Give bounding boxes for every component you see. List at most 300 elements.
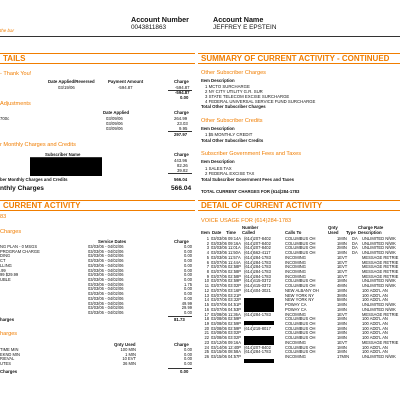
call-qty: 1MIN <box>337 335 347 341</box>
call-qty: 1EVT <box>337 273 348 279</box>
call-time: 02:58P <box>228 264 241 270</box>
current-activity-bar: CURRENT ACTIVITY <box>0 200 195 211</box>
call-destination: COLUMBUS OH <box>285 325 316 331</box>
gov-title: Subscriber Government Fees and Taxes <box>201 151 302 157</box>
call-destination: POWAY CA <box>285 302 307 308</box>
call-time: 03:02P <box>228 330 241 336</box>
call-destination: COLUMBUS OH <box>285 316 316 322</box>
call-destination: COLUMBUS OH <box>285 335 316 341</box>
pay-amount: -594.87 <box>118 85 133 90</box>
service-label: 99 $29.99 <box>0 272 19 278</box>
call-destination: COLUMBUS OH <box>285 250 316 256</box>
usage-charge <box>168 348 192 367</box>
usage-total-label: Charges <box>0 369 18 374</box>
svc-labels <box>0 245 40 283</box>
other-charges-title: Other Subscriber Charges <box>201 70 266 76</box>
call-rate: 100 ADD'L AN <box>362 344 388 350</box>
other-credit-1: 1 $5 MONTHLY CREDIT <box>205 132 253 137</box>
gov-total: Total Subscriber Government Fees and Taxes <box>201 177 294 182</box>
service-dates: 03/03/06 - 04/02/06 <box>88 295 124 301</box>
hdr-date: Date <box>212 230 222 235</box>
call-time: 12:40P <box>228 344 241 350</box>
call-number: (614)415-0372 <box>244 278 271 284</box>
call-time: 03:32P <box>228 297 241 303</box>
pay-hdr-amount: Payment Amount <box>108 79 144 84</box>
call-qty: 4MIN <box>337 283 347 289</box>
call-destination: COLUMBUS OH <box>285 278 316 284</box>
call-item: 21 <box>204 330 209 336</box>
gov-item-2: 2 FEDERAL EXCISE TAX <box>205 171 255 176</box>
call-rate: MESSAGE RETRIE <box>362 259 399 265</box>
service-charge: 0.00 <box>184 267 192 273</box>
gov-item-1: 1 SALES TAX <box>205 166 232 171</box>
redaction-block <box>244 303 274 312</box>
call-time: 02:59P <box>228 325 241 331</box>
service-charge: 0.00 <box>184 277 192 283</box>
call-time: 09:16A <box>228 339 241 345</box>
call-qty: 1EVT <box>337 254 348 260</box>
call-item: 4 <box>206 250 209 256</box>
call-rate: MESSAGE RETRIE <box>362 269 399 275</box>
call-qty: 17MIN <box>337 353 350 359</box>
call-rate: 100 ADD'L AN <box>362 330 388 336</box>
call-destination: INCOMING <box>285 259 306 265</box>
service-charge: 0.00 <box>184 310 192 316</box>
service-dates: 03/03/06 - 04/02/06 <box>88 291 124 297</box>
call-item: 2 <box>206 240 209 246</box>
call-item: 26 <box>204 353 209 359</box>
call-qty: 1EVT <box>337 269 348 275</box>
call-rate: UNLIMITED N/WK <box>362 245 396 251</box>
service-dates: 03/03/06 - 04/02/06 <box>88 248 124 254</box>
call-rate: UNLIMITED N/WK <box>362 250 396 256</box>
call-number: (614)284-1783 <box>244 269 271 275</box>
usage-charge: 0.00 <box>184 351 192 357</box>
voice-title: VOICE USAGE FOR (614)284-1783 <box>201 218 292 224</box>
call-number: (614)284-1783 <box>244 273 271 279</box>
call-date: 03/08/06 <box>211 335 227 341</box>
call-date: 03/07/06 <box>211 273 227 279</box>
sub-charge-3: 39.82 <box>177 168 188 173</box>
call-date: 03/07/06 <box>211 302 227 308</box>
call-qty: 5MIN <box>337 297 347 303</box>
usage-charge: 0.00 <box>184 361 192 367</box>
call-rate: 100 ADD'L AN <box>362 320 388 326</box>
call-rate: MESSAGE RETRIE <box>362 254 399 260</box>
call-time: 02:58P <box>228 273 241 279</box>
service-charge: 0.00 <box>184 244 192 249</box>
call-rate: UNLIMITED N/WK <box>362 240 396 246</box>
adj-date-2: 03/09/06 <box>106 121 123 126</box>
call-item: 18 <box>204 316 209 322</box>
call-qty: 1MIN <box>337 278 347 284</box>
account-number-label: Account Number <box>131 15 189 24</box>
call-type: DA <box>352 245 358 251</box>
call-qty: 1MIN <box>337 240 347 246</box>
account-name-label: Account Name <box>213 15 264 24</box>
call-item: 15 <box>204 302 209 308</box>
call-time: 02:59P <box>228 278 241 284</box>
call-type: DA <box>352 236 358 241</box>
service-charge: 0.00 <box>184 258 192 264</box>
other-credits-title: Other Subscriber Credits <box>201 118 263 124</box>
usage-label: EKND MIN <box>0 351 21 357</box>
call-number: (614)207-8402 <box>244 236 271 241</box>
call-qty: 1MIN <box>337 325 347 331</box>
logo-fragment: the bar <box>0 28 15 33</box>
service-charge: 29.99 <box>181 305 192 311</box>
service-charge: 49.99 <box>181 300 192 306</box>
adj-date-3: 03/09/06 <box>106 126 123 131</box>
call-item: 9 <box>206 273 209 279</box>
call-qty: 1EVT <box>337 259 348 265</box>
call-qty: 1MIN <box>337 344 347 350</box>
usage-label: RIEVAL <box>0 356 15 362</box>
call-number: (614)207-8402 <box>244 245 271 251</box>
call-rate: 100 ADD'L AN <box>362 316 388 322</box>
svc-hdr-dates: Service Dates <box>98 239 127 244</box>
call-rate: UNLIMITED N/WK <box>362 306 396 312</box>
gov-hdr: Item Description <box>201 159 235 164</box>
redaction-block <box>244 359 274 363</box>
other-credits-hdr: Item Description <box>201 126 235 131</box>
call-item: 23 <box>204 339 209 345</box>
header-rule <box>0 36 400 37</box>
service-dates: 03/03/06 - 04/02/06 <box>88 253 124 259</box>
call-rate: UNLIMITED N/WK <box>362 302 396 308</box>
adj-hdr-date: Date Applied <box>103 110 130 115</box>
usage-charge: 0.00 <box>184 347 192 352</box>
calls-date-col <box>211 237 227 360</box>
payment-thanks: - Thank You! <box>0 71 32 77</box>
call-qty: 1EVT <box>337 311 348 317</box>
sub-charge-1: 443.96 <box>174 158 188 163</box>
other-charges-total: Total Other Subscriber Charges <box>201 104 266 109</box>
usage-label: TIME MIN <box>0 347 19 352</box>
calls-type-col <box>352 237 358 360</box>
call-item: 17 <box>204 311 209 317</box>
call-item: 25 <box>204 349 209 355</box>
call-item: 13 <box>204 292 209 298</box>
pay-charge: -594.87 <box>175 85 190 90</box>
call-date: 03/08/06 <box>211 316 227 322</box>
call-item: 24 <box>204 344 209 350</box>
call-type: DA <box>352 250 358 256</box>
call-item: 22 <box>204 335 209 341</box>
call-number: (614)207-8402 <box>244 240 271 246</box>
call-qty: 1MIN <box>337 250 347 256</box>
service-dates: 03/03/06 - 04/02/06 <box>88 300 124 306</box>
service-label: CT <box>0 258 6 264</box>
calls-rate-col <box>362 237 398 360</box>
call-rate: MESSAGE RETRIE <box>362 273 399 279</box>
call-time: 11:36A <box>228 311 241 317</box>
call-destination: NEW YORK NY <box>285 297 315 303</box>
call-number: (614)284-1783 <box>244 259 271 265</box>
call-date: 03/07/06 <box>211 283 227 289</box>
monthly-total: 566.04 <box>171 185 192 192</box>
usage-charge: 0.00 <box>184 356 192 362</box>
service-dates: 03/03/06 - 04/02/06 <box>88 244 124 249</box>
call-destination: COLUMBUS OH <box>285 344 316 350</box>
svc-hdr-charge: Charge <box>174 239 189 244</box>
total-current: TOTAL CURRENT CHARGES FOR (614)284-1783 <box>201 189 300 194</box>
call-number: (614)284-1783 <box>244 349 271 355</box>
call-date: 03/12/06 <box>211 339 227 345</box>
call-rate: 100 ADD'L AN <box>362 349 388 355</box>
service-dates: 03/03/06 - 04/02/06 <box>88 310 124 316</box>
svc-total: 81.73 <box>174 317 185 322</box>
service-label: UBLE <box>0 277 11 283</box>
call-item: 16 <box>204 306 209 312</box>
call-destination: COLUMBUS OH <box>285 236 316 241</box>
adj-hdr-charge: Charge <box>174 110 189 115</box>
svc-dates <box>88 245 124 316</box>
call-qty: 3MIN <box>337 292 347 298</box>
call-rate: 100 ADD'L AN <box>362 297 388 303</box>
call-destination: COLUMBUS OH <box>285 240 316 246</box>
call-time: 11:57A <box>228 254 241 260</box>
call-date: 03/07/06 <box>211 306 227 312</box>
call-time: 03:21P <box>228 292 241 298</box>
account-number: 0043811863 <box>131 24 167 31</box>
call-destination: COLUMBUS OH <box>285 245 316 251</box>
usage-labels <box>0 348 20 367</box>
call-qty: 1MIN <box>337 349 347 355</box>
service-charge: 0.00 <box>184 248 192 254</box>
usage-hdr-charge: Charge <box>174 342 189 347</box>
service-charge: 0.00 <box>184 272 192 278</box>
service-charge: 0.00 <box>184 286 192 292</box>
pay-date: 03/19/06 <box>58 85 75 90</box>
call-date: 03/03/06 <box>211 245 227 251</box>
call-number: (614)284-1783 <box>244 254 271 260</box>
call-destination: INCOMING <box>285 311 306 317</box>
call-rate: MESSAGE RETRIE <box>362 264 399 270</box>
call-rate: MESSAGE RETRIE <box>362 339 399 345</box>
service-label: DING <box>0 253 11 259</box>
usage-hdr-qty: Qnty Used <box>114 342 136 347</box>
monthly-total-label: nthly Charges <box>0 185 44 192</box>
service-label: .99 <box>0 267 6 273</box>
service-dates: 03/03/06 - 04/02/06 <box>88 277 124 283</box>
service-charge: 0.00 <box>184 295 192 301</box>
hdr-calls-to: Calls To <box>285 230 302 235</box>
pay-total: -594.87 <box>175 90 190 95</box>
call-time: 11:50A <box>228 250 241 256</box>
call-qty: 1EVT <box>337 339 348 345</box>
call-number: (614)207-8402 <box>244 344 271 350</box>
call-time: 03:02P <box>228 283 241 289</box>
sub-charge-2: 82.26 <box>177 163 188 168</box>
summary-bar: SUMMARY OF CURRENT ACTIVITY - CONTINUED <box>198 53 400 64</box>
call-rate: UNLIMITED N/WK <box>362 353 396 359</box>
call-time: 09:14A <box>228 236 241 241</box>
service-charge: 0.00 <box>184 291 192 297</box>
service-dates: 03/03/06 - 04/02/06 <box>88 286 124 292</box>
call-qty: 1MIN <box>337 320 347 326</box>
calls-item-col <box>201 237 209 360</box>
call-item: 6 <box>206 259 209 265</box>
call-number: (614)404-3021 <box>244 287 271 293</box>
hdr-rate: Charge Rate Description <box>358 225 384 235</box>
call-qty: 2MIN <box>337 245 347 251</box>
calls-to-col <box>285 237 319 360</box>
call-rate: UNLIMITED N/WK <box>362 283 396 289</box>
call-date: 03/07/06 <box>211 269 227 275</box>
call-type <box>352 355 358 360</box>
call-time: 11:01A <box>228 245 241 251</box>
adjustments-title: Adjustments <box>0 101 31 107</box>
account-name: JEFFREY E EPSTEIN <box>213 24 277 31</box>
details-bar: TAILS <box>0 53 195 64</box>
svc-charges <box>168 245 192 316</box>
usage-qty: 36 MIN <box>122 361 136 367</box>
call-destination: COLUMBUS OH <box>285 330 316 336</box>
service-charge: 0.00 <box>184 253 192 259</box>
call-number: (614)218-8017 <box>244 325 271 331</box>
redaction-block <box>30 158 102 176</box>
usage-label: UTES <box>0 361 11 367</box>
hdr-number: Number Called <box>242 225 259 235</box>
monthly-title: r Monthly Charges and Credits <box>0 142 76 148</box>
service-dates: 03/03/06 - 04/02/06 <box>88 305 124 311</box>
call-time: 04:51P <box>228 302 241 308</box>
call-time: 04:57P <box>228 353 241 359</box>
sub-name-hdr: Subscriber Name <box>45 152 81 157</box>
detail-bar: DETAIL OF CURRENT ACTIVITY <box>198 200 400 211</box>
call-item: 14 <box>204 297 209 303</box>
service-dates: 03/03/06 - 04/02/06 <box>88 281 124 287</box>
call-date: 03/08/06 <box>211 311 227 317</box>
usage-qty <box>108 348 136 367</box>
call-date: 03/07/06 <box>211 292 227 298</box>
call-rate: MESSAGE RETRIE <box>362 311 399 317</box>
call-qty: 1MIN <box>337 316 347 322</box>
call-destination: INCOMING <box>285 254 306 260</box>
service-charge: 1.75 <box>184 281 192 287</box>
call-date: 03/07/06 <box>211 259 227 265</box>
usage-qty: 1 MIN <box>125 351 136 357</box>
call-date: 03/15/06 <box>211 353 227 359</box>
adj-total: 297.97 <box>174 132 188 137</box>
call-item: 19 <box>204 320 209 326</box>
sub-charge-hdr: Charge <box>174 152 189 157</box>
call-time: 03:02P <box>228 335 241 341</box>
service-dates: 03/03/06 - 04/02/06 <box>88 272 124 278</box>
call-date: 03/03/06 <box>211 254 227 260</box>
service-label: PROGRAM CHARGE <box>0 248 40 254</box>
call-destination: POWAY CA <box>285 306 307 312</box>
service-dates: 03/03/06 - 04/02/06 <box>88 262 124 268</box>
call-destination: COLUMBUS OH <box>285 283 316 289</box>
service-charge: 0.00 <box>184 262 192 268</box>
redaction-block <box>244 321 274 325</box>
sub-total: 566.04 <box>174 177 188 182</box>
call-destination: INCOMING <box>285 269 306 275</box>
call-qty: 1MIN <box>337 302 347 308</box>
call-date: 03/14/06 <box>211 344 227 350</box>
adj-date-1: 03/09/06 <box>106 116 123 121</box>
call-destination: INCOMING <box>285 264 306 270</box>
call-item: 12 <box>204 287 209 293</box>
call-time: 08:58A <box>228 349 241 355</box>
call-time: 02:58P <box>228 269 241 275</box>
sub-total-label: ber Monthly Charges and Credits <box>0 177 68 182</box>
call-time: 04:53P <box>228 306 241 312</box>
pay-balance: 0.00 <box>180 95 189 100</box>
call-qty: 1MIN <box>337 236 347 241</box>
hdr-type: Type <box>346 230 356 235</box>
call-number: (614)562-4117 <box>244 250 271 256</box>
call-item: 7 <box>206 264 209 270</box>
call-qty: 1MIN <box>337 306 347 312</box>
service-dates: 03/03/06 - 04/02/06 <box>88 267 124 273</box>
usage-qty: 10 EVT <box>122 356 136 362</box>
call-date: 03/15/06 <box>211 349 227 355</box>
call-rate: UNLIMITED N/WK <box>362 236 396 241</box>
call-date: 03/08/06 <box>211 325 227 331</box>
hdr-time: Time <box>226 230 236 235</box>
usage-total: 0.00 <box>180 369 189 374</box>
pay-hdr-charge: Charge <box>174 79 189 84</box>
call-time: 02:59P <box>228 320 241 326</box>
other-credits-total: Total Other Subscriber Credits <box>201 138 264 143</box>
call-date: 03/08/06 <box>211 330 227 336</box>
call-destination: NEW YORK NY <box>285 292 315 298</box>
call-rate: 100 ADD'L AN <box>362 325 388 331</box>
call-date: 03/07/06 <box>211 297 227 303</box>
call-qty: 1MIN <box>337 330 347 336</box>
call-rate: 100 ADD'L AN <box>362 287 388 293</box>
adj-charge-2: 23.03 <box>177 121 188 126</box>
call-item: 10 <box>204 278 209 284</box>
other-charge-4: 4 FEDERAL UNIVERSAL SERVICE FUND SURCHARGE <box>205 99 316 104</box>
call-time: 02:59P <box>228 316 241 322</box>
calls-time-col <box>228 237 241 360</box>
usage-title: harges <box>0 331 18 337</box>
calls-qty-col <box>337 237 349 360</box>
call-time: 03:16P <box>228 287 241 293</box>
call-date: 03/07/06 <box>211 264 227 270</box>
charges-title: Charges <box>0 229 22 235</box>
service-label: LLING <box>0 262 12 268</box>
call-rate: UNLIMITED N/WK <box>362 278 396 284</box>
redaction-block <box>244 336 274 345</box>
call-destination: COLUMBUS OH <box>285 320 316 326</box>
call-number: (614)284-1783 <box>244 264 271 270</box>
call-date: 03/08/06 <box>211 320 227 326</box>
call-qty: 1MIN <box>337 287 347 293</box>
call-type: DA <box>352 240 358 246</box>
call-item: 20 <box>204 325 209 331</box>
call-item: 3 <box>206 245 209 251</box>
call-destination: INCOMING <box>285 353 306 359</box>
call-number: (614)415-0372 <box>244 283 271 289</box>
call-qty: 1EVT <box>337 264 348 270</box>
call-destination: NEW ALBANY OH <box>285 287 319 293</box>
call-number: (614)284-1783 <box>244 311 271 317</box>
call-item: 5 <box>206 254 209 260</box>
call-destination: INCOMING <box>285 339 306 345</box>
usage-qty: 100 MIN <box>120 347 136 352</box>
adj-charge-1: 264.99 <box>174 116 188 121</box>
service-dates: 03/03/06 - 04/02/06 <box>88 258 124 264</box>
other-charge-3: 3 STATE TELECOM EXCISE SURCHARGE <box>205 94 290 99</box>
call-rate: 100 ADD'L AN <box>362 335 388 341</box>
call-item: 1 <box>206 236 209 241</box>
other-charge-2: 2 NY CITY UTILITY G.R. SUR <box>205 89 263 94</box>
